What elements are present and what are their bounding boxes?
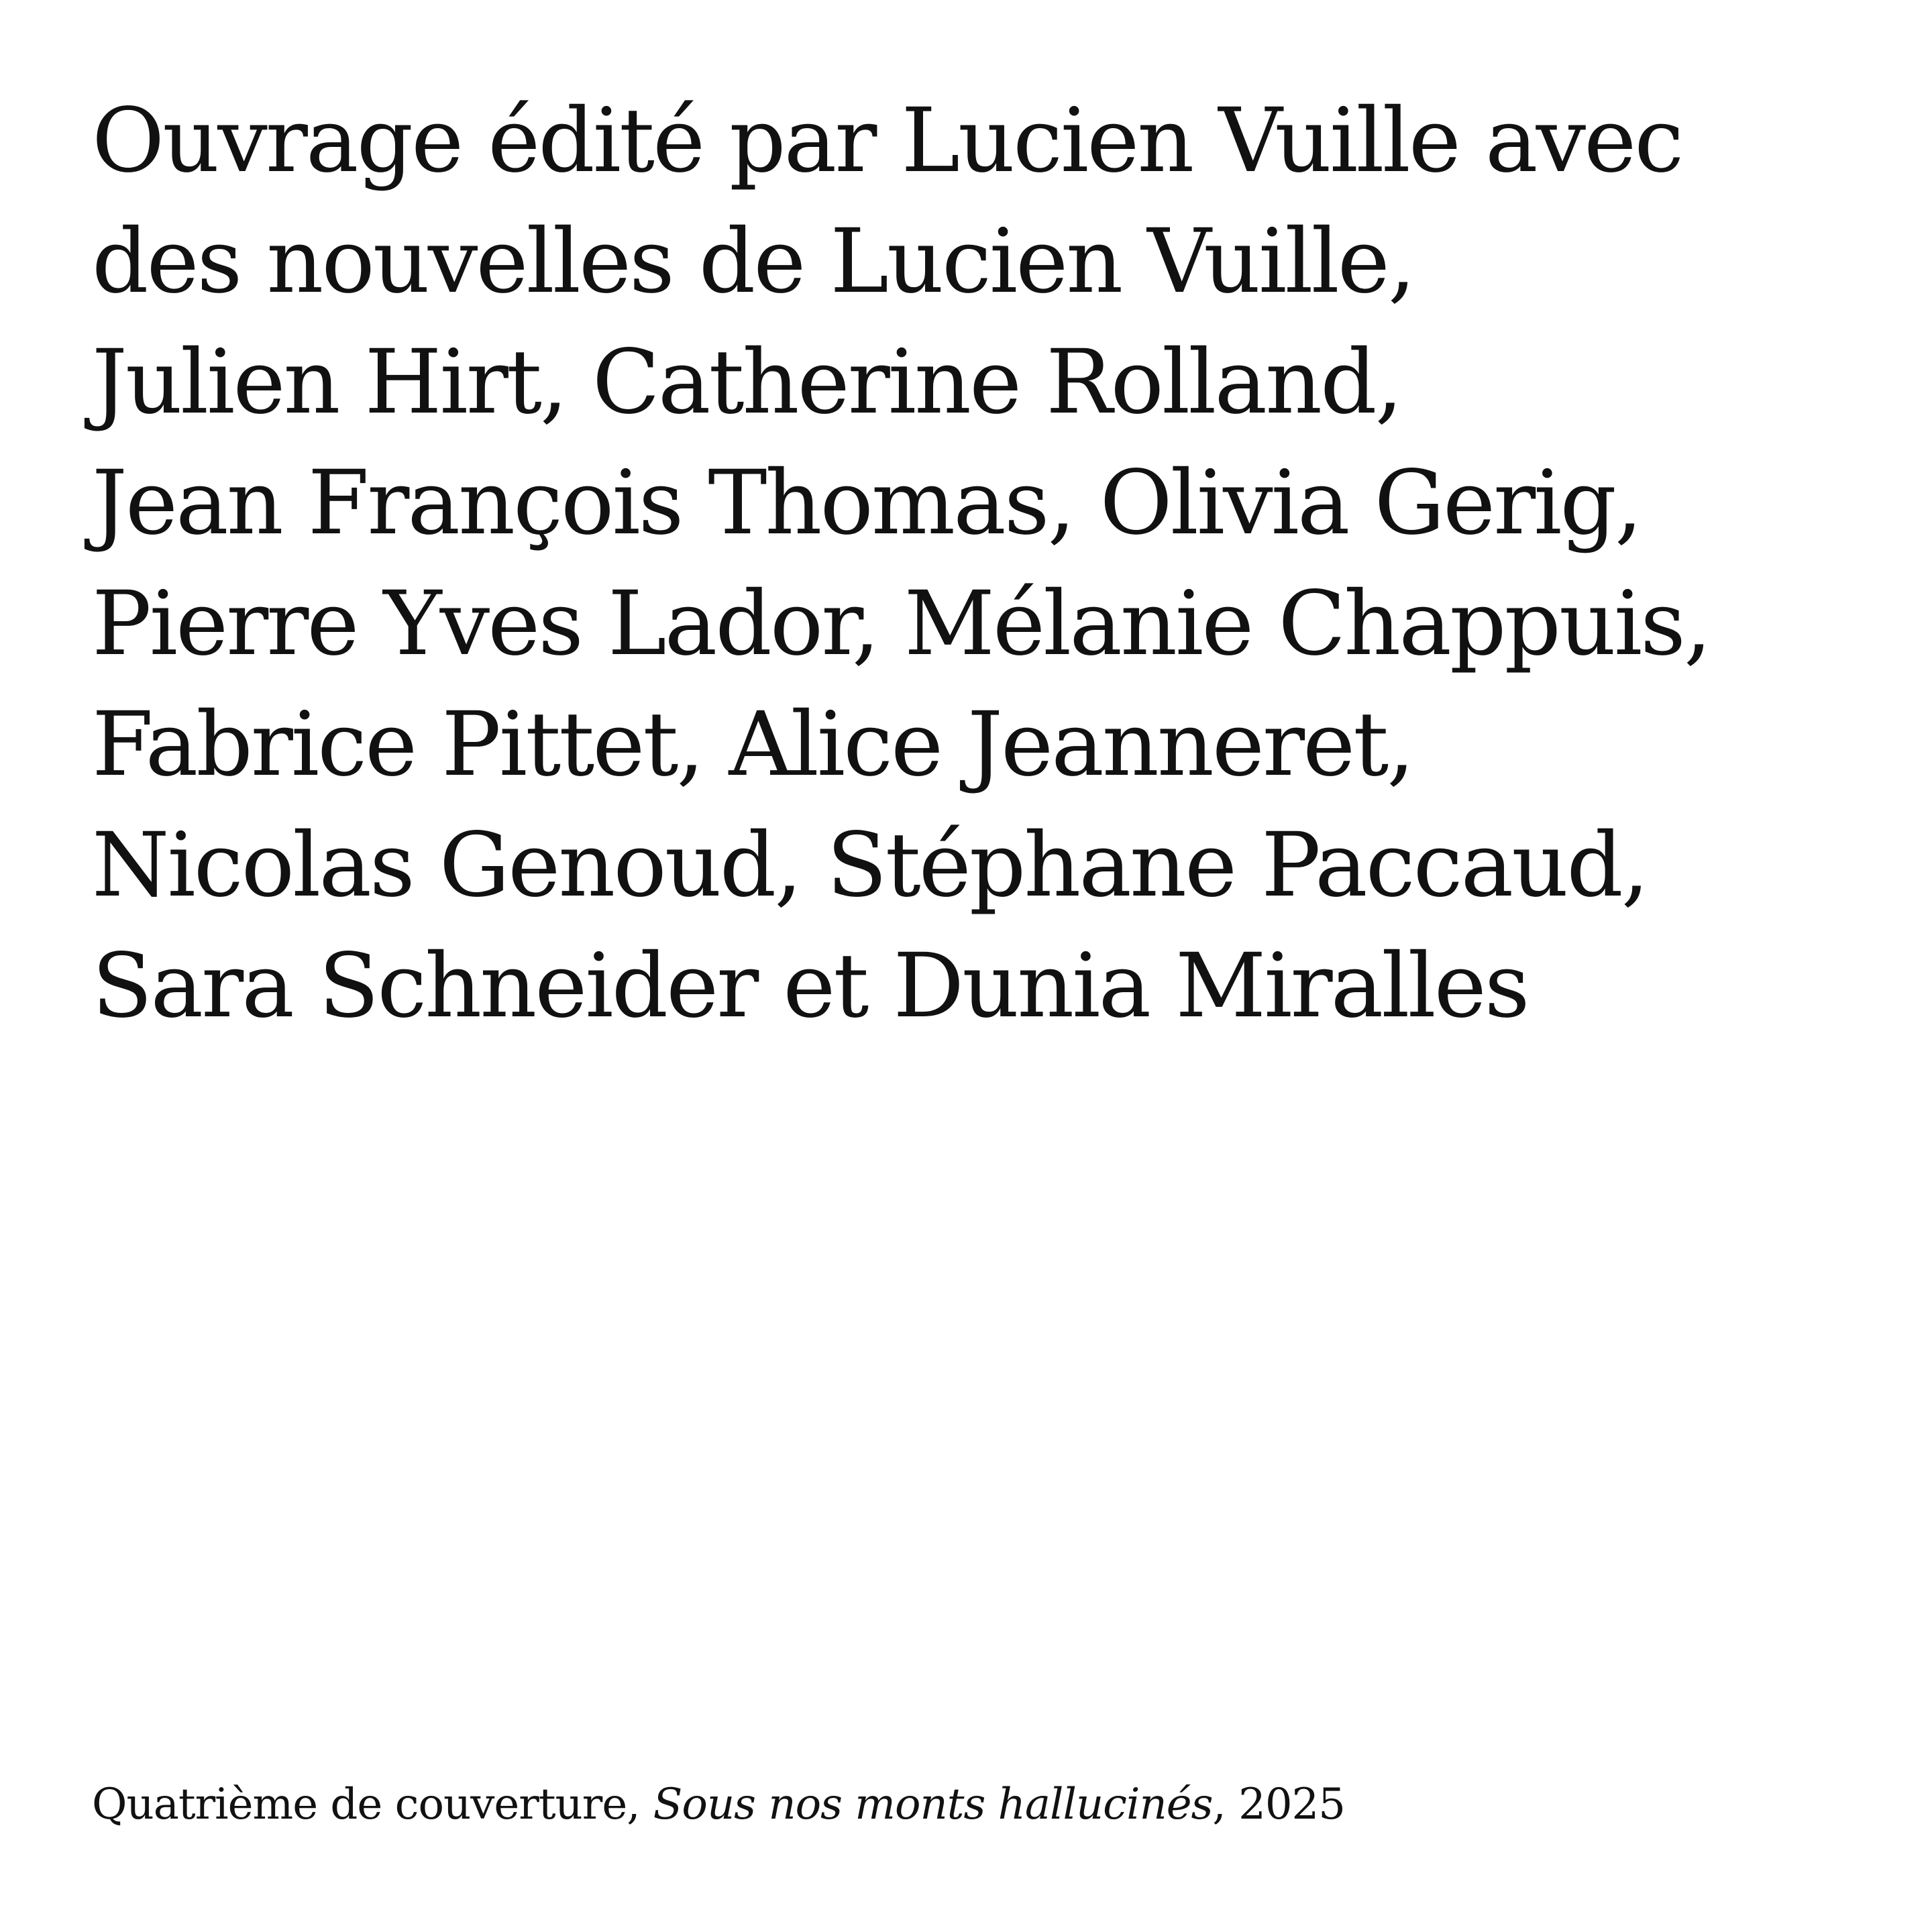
text-line-6: Fabrice Pittet, Alice Jeanneret, [92, 693, 1413, 796]
text-line-4: Jean François Thomas, Olivia Gerig, [92, 451, 1641, 555]
caption-book-title: Sous nos monts hallucinés [653, 1780, 1213, 1829]
text-line-3: Julien Hirt, Catherine Rolland, [92, 331, 1401, 434]
text-line-5: Pierre Yves Lador, Mélanie Chappuis, [92, 572, 1710, 676]
caption-prefix: Quatrième de couverture, [92, 1780, 640, 1829]
text-line-8: Sara Schneider et Dunia Miralles [92, 934, 1528, 1038]
text-line-7: Nicolas Genoud, Stéphane Paccaud, [92, 814, 1648, 917]
main-text-block [92, 80, 1836, 1046]
caption-year: , 2025 [1212, 1780, 1345, 1829]
caption [92, 1778, 1345, 1831]
text-line-2: des nouvelles de Lucien Vuille, [92, 210, 1414, 313]
text-line-1: Ouvrage édité par Lucien Vuille avec [92, 89, 1682, 193]
